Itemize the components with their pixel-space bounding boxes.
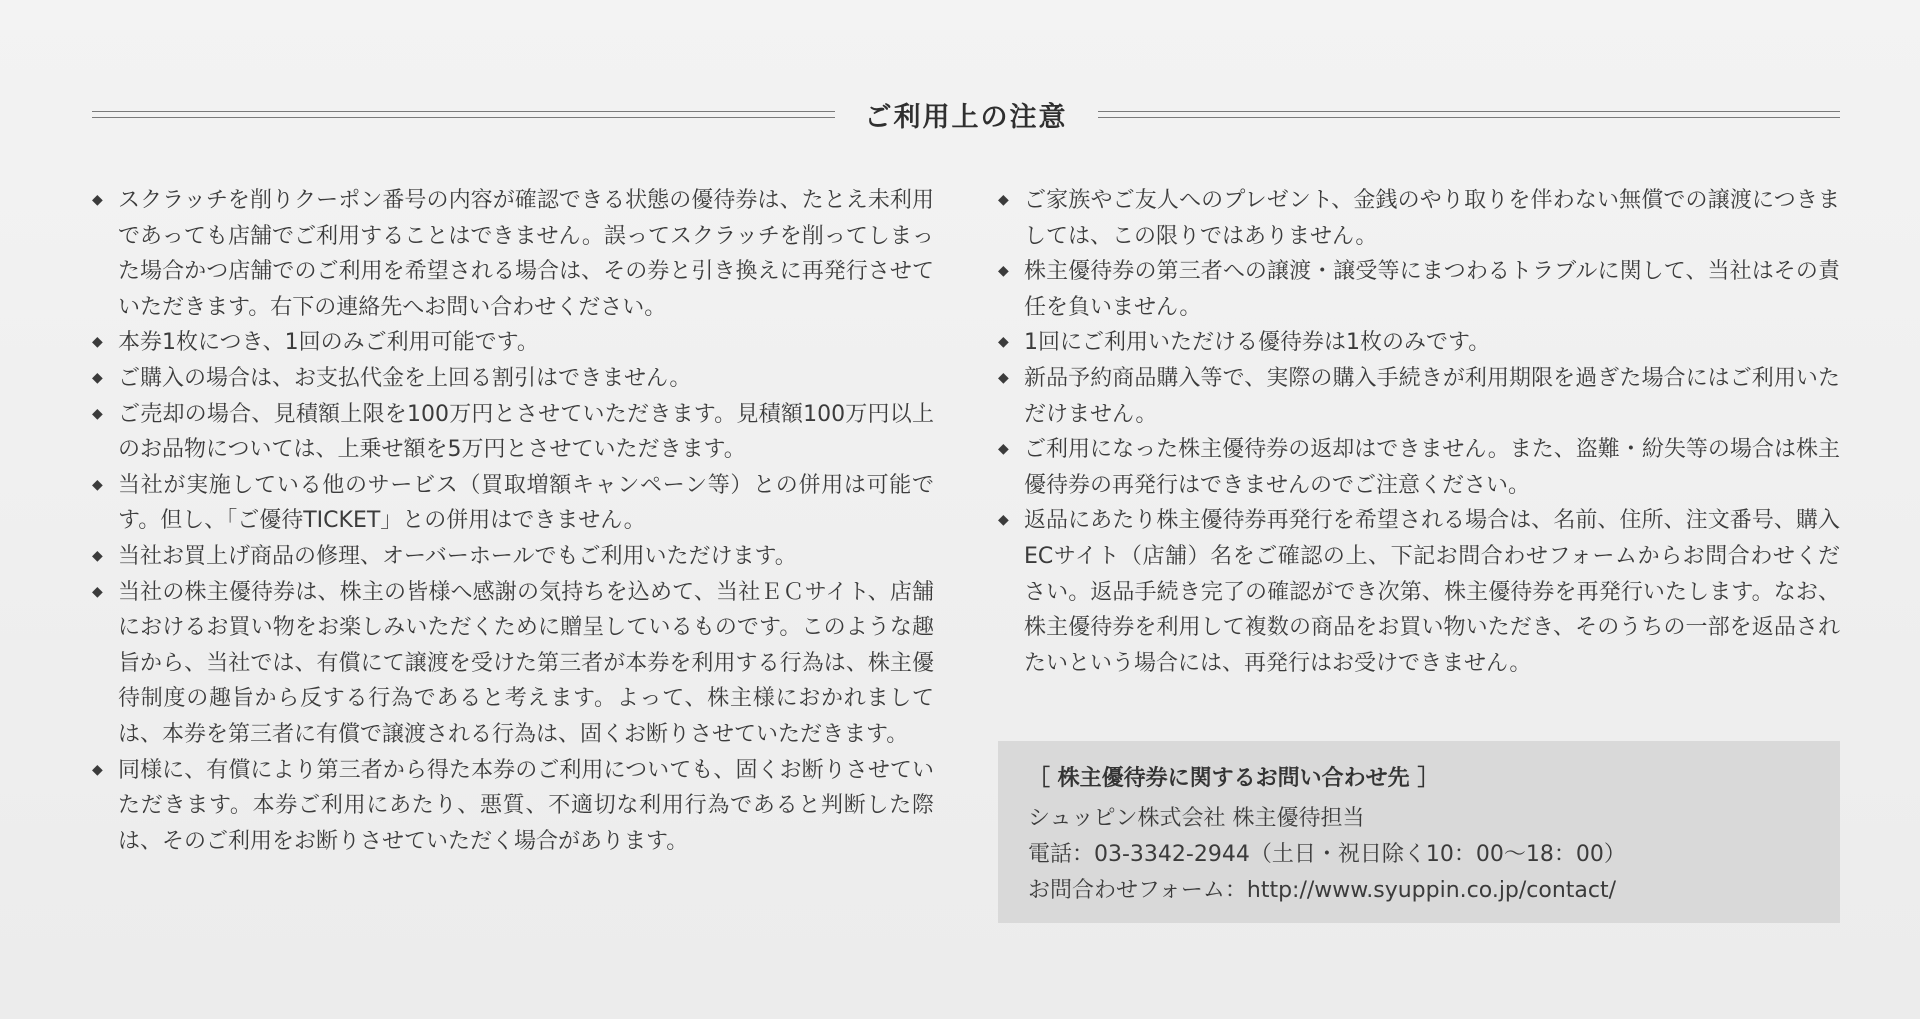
note-text: 同様に、有償により第三者から得た本券のご利用についても、固くお断りさせていただきます。本券ご利用にあたり、悪質、不適切な利用行為であると判断した際は、そのご利用をお断りさせていただく場合があります。 — [118, 757, 934, 854]
right-notes-list — [998, 183, 1840, 681]
diamond-bullet-icon: ◆ — [998, 441, 1009, 458]
diamond-bullet-icon: ◆ — [92, 583, 103, 600]
left-double-rule — [92, 111, 835, 118]
diamond-bullet-icon: ◆ — [998, 334, 1009, 351]
note-item — [998, 325, 1840, 361]
note-text: 返品にあたり株主優待券再発行を希望される場合は、名前、住所、注文番号、購入ECサイト（店舗）名をご確認の上、下記お問合わせフォームからお問合わせください。返品手続き完了の確認ができ次第、株主優待券を再発行いたします。なお、株主優待券を利用して複数の商品をお買い物いただき、そのうちの一部を返品されたいという場合には、再発行はお受けできません。 — [1024, 508, 1840, 676]
note-item — [998, 503, 1840, 681]
note-item — [998, 361, 1840, 432]
note-item — [92, 753, 934, 860]
contact-box — [998, 741, 1840, 923]
contact-company: シュッピン株式会社 株主優待担当 — [1028, 806, 1365, 831]
diamond-bullet-icon: ◆ — [92, 405, 103, 422]
page-title: ご利用上の注意 — [864, 101, 1068, 133]
diamond-bullet-icon: ◆ — [92, 547, 103, 564]
note-item — [998, 254, 1840, 325]
diamond-bullet-icon: ◆ — [998, 512, 1009, 529]
right-double-rule — [1098, 111, 1841, 118]
note-item — [998, 183, 1840, 254]
title-row — [92, 92, 1840, 136]
diamond-bullet-icon: ◆ — [92, 369, 103, 386]
left-notes-list — [92, 183, 934, 859]
note-text: ご購入の場合は、お支払代金を上回る割引はできません。 — [118, 365, 692, 391]
note-text: 当社お買上げ商品の修理、オーバーホールでもご利用いただけます。 — [118, 543, 797, 569]
note-text: 当社が実施している他のサービス（買取増額キャンペーン等）との併用は可能です。但し、「ご優待TICKET」との併用はできません。 — [118, 472, 934, 534]
diamond-bullet-icon: ◆ — [92, 476, 103, 493]
diamond-bullet-icon: ◆ — [92, 334, 103, 351]
note-text: ご売却の場合、見積額上限を100万円とさせていただきます。見積額100万円以上のお品物については、上乗せ額を5万円とさせていただきます。 — [118, 401, 934, 463]
note-item — [92, 361, 934, 397]
note-item — [92, 575, 934, 753]
contact-form-url[interactable]: お問合わせフォーム：http://www.syuppin.co.jp/contact/ — [1028, 878, 1617, 903]
note-text: 1回にご利用いただける優待券は1枚のみです。 — [1024, 330, 1491, 356]
note-text: ご利用になった株主優待券の返却はできません。また、盗難・紛失等の場合は株主優待券の再発行はできませんのでご注意ください。 — [1024, 437, 1840, 498]
diamond-bullet-icon: ◆ — [92, 192, 103, 208]
note-item — [92, 468, 934, 539]
right-column — [998, 183, 1840, 681]
diamond-bullet-icon: ◆ — [998, 263, 1009, 280]
note-item — [92, 539, 934, 575]
contact-phone: 電話：03-3342-2944（土日・祝日除く10：00～18：00） — [1028, 842, 1626, 867]
note-item — [998, 432, 1840, 503]
note-text: 新品予約商品購入等で、実際の購入手続きが利用期限を過ぎた場合にはご利用いただけません。 — [1024, 365, 1840, 427]
diamond-bullet-icon: ◆ — [92, 761, 103, 778]
note-text: スクラッチを削りクーポン番号の内容が確認できる状態の優待券は、たとえ未利用であっても店舗でご利用することはできません。誤ってスクラッチを削ってしまった場合かつ店舗でのご利用を希望される場合は、その券と引き換えに再発行させていただきます。右下の連絡先へお問い合わせください。 — [118, 188, 934, 320]
note-text: ご家族やご友人へのプレゼント、金銭のやり取りを伴わない無償での譲渡につきましては、この限りではありません。 — [1024, 188, 1840, 249]
note-item — [92, 325, 934, 361]
note-text: 本券1枚につき、1回のみご利用可能です。 — [118, 330, 539, 356]
note-text: 当社の株主優待券は、株主の皆様へ感謝の気持ちを込めて、当社ＥＣサイト、店舗におけるお買い物をお楽しみいただくために贈呈しているものです。このような趣旨から、当社では、有償にて譲渡を受けた第三者が本券を利用する行為は、株主優待制度の趣旨から反する行為であると考えます。よって、株主様におかれましては、本券を第三者に有償で譲渡される行為は、固くお断りさせていただきます。 — [118, 579, 934, 747]
note-text: 株主優待券の第三者への譲渡・譲受等にまつわるトラブルに関して、当社はその責任を負いません。 — [1024, 259, 1840, 320]
note-item — [92, 397, 934, 468]
diamond-bullet-icon: ◆ — [998, 369, 1009, 386]
note-item — [92, 183, 934, 325]
diamond-bullet-icon: ◆ — [998, 192, 1009, 208]
left-column — [92, 183, 934, 859]
contact-title: ［ 株主優待券に関するお問い合わせ先 ］ — [1028, 766, 1440, 791]
